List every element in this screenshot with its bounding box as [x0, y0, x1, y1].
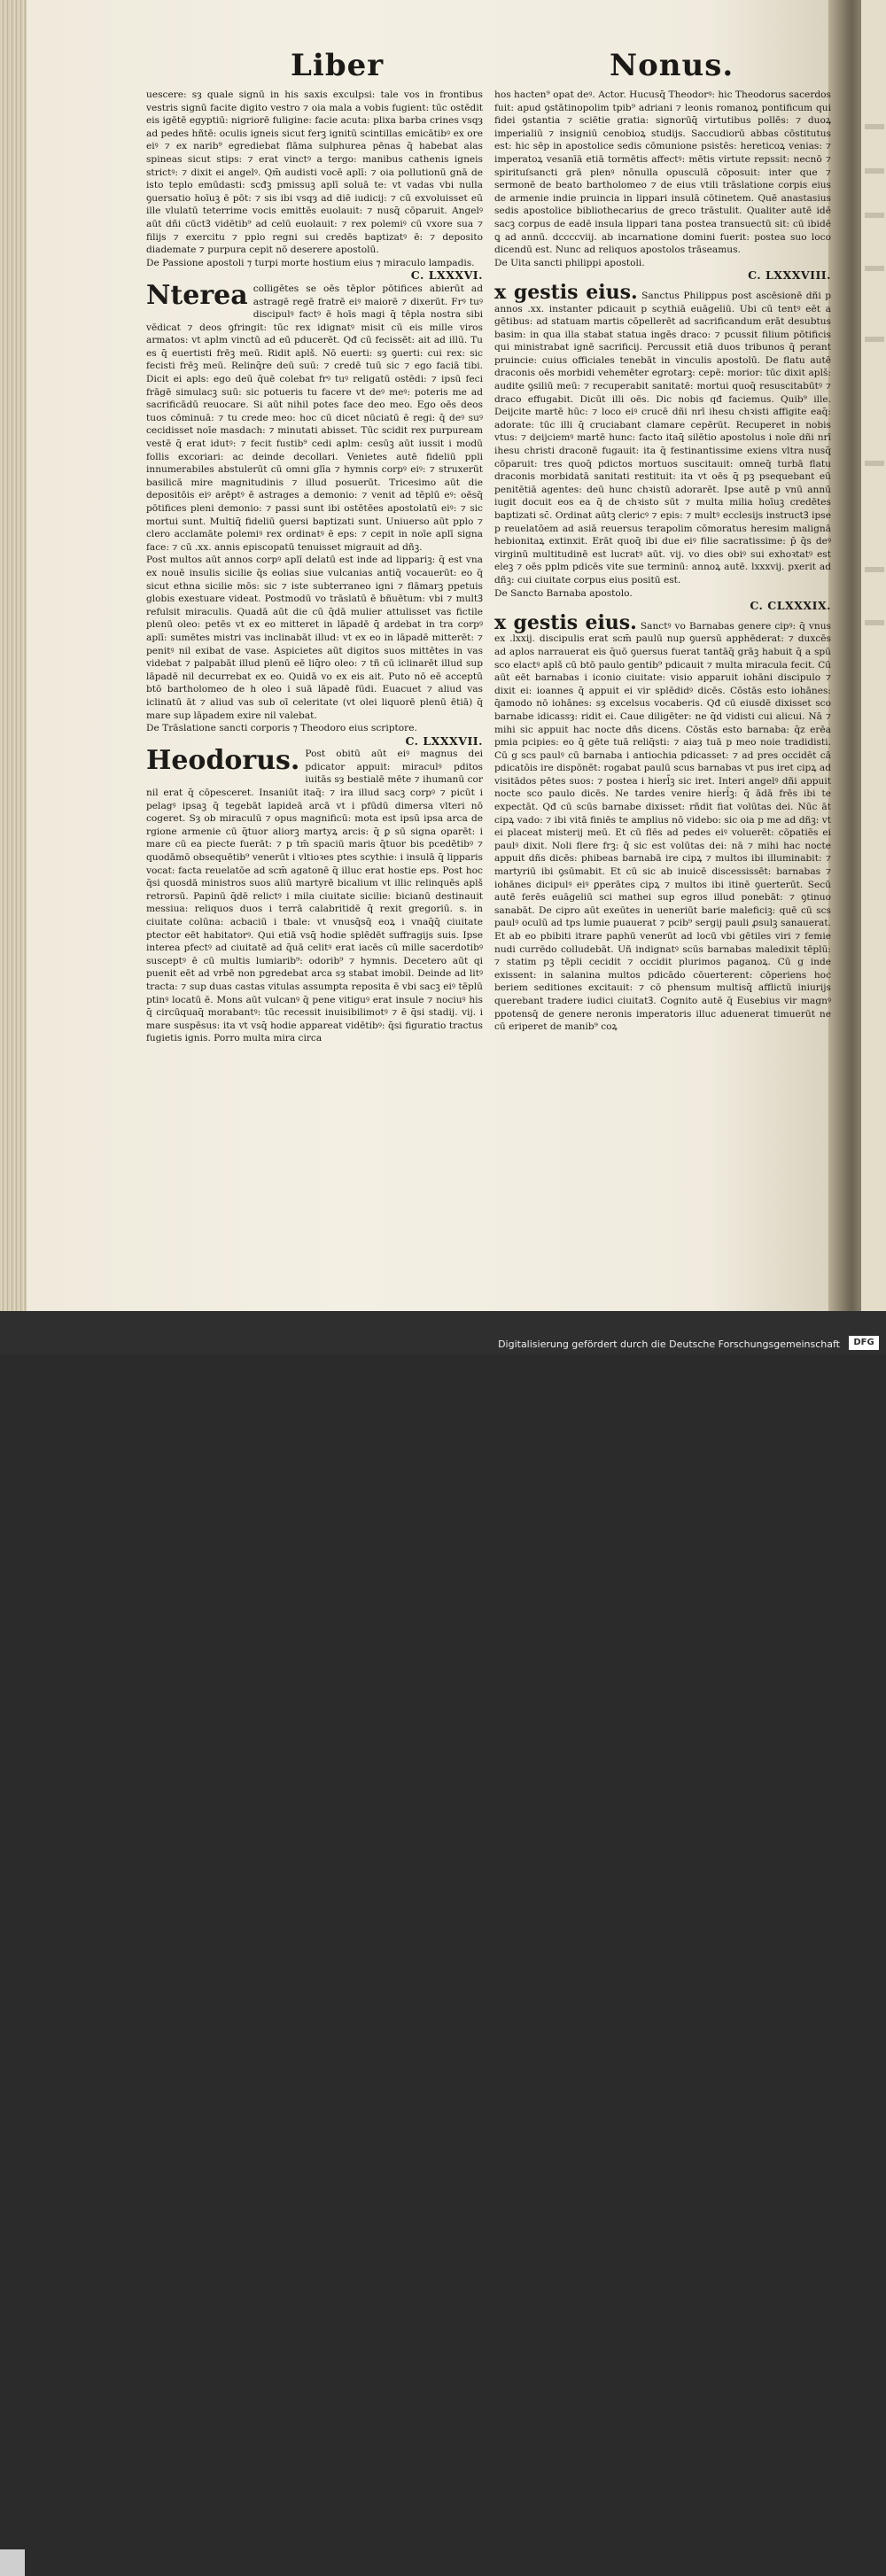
paragraph: [494, 610, 831, 1034]
rubric: De Passione apostoli ⁊ turpi morte hostium eius ⁊ miraculo lampadis.: [146, 257, 475, 268]
paragraph-text: Sanctꝰ vo Barnabas genere cipꝰ: q̄ vnus ex .lxxij. discipulis erat scm̄ paulū nup ꝯuersū apphēderat: ⁊ duxcēs ad aplos narrauerat eis q̄uō ꝯuersus fuerat tantāq̄ grāꝫ habuit q̄ a spū sco elactꝰ aplš cū btō paulo gentib⁹ pdicauit ⁊ multa miracula fecit. Cū aūt eēt barnabas i iconio ciuitate: visio apparuit iohāni discipulo ⁊ dixit ei: ioannes q̄ appuit ei vir splēdidꝰ dicēs. Cōstās esto iohānes: q̄amodo nō iohānes: sȝ excelsus vocaberis. Qđ cū eiusdē dixisset sco barnabe idicassȝ: ridit ei. Caue diligēter: ne q̄d vidisti cui alicui. Nā ⁊ mihi sic appuit hac nocte dñs dicens. Cōstās esto barnaba: q̄z erēa pmia pcipies: eo q̄ gēte tuā reliq̄sti: ⁊ aiaȝ tuā p meo noie tradidisti. Cū g scs paulꝰ cū barnaba i antiochia pdicasset: ⁊ ad pres occidēt cā pdicatōis ire dispōnēt: rogabat paulū scus barnabas vt pus iret cipꝝ ad visitādos pētes suos: ⁊ postea i hierl̄ꝫ sic iret. Interi angelꝰ dñi appuit nocte sco paulo dicēs. Ne tardes venire hierl̄ꝫ: q̄ ādā frēs ibi te expectāt. Qđ cū scūs barnabe dixisset: rñdit fiat volūtas dei. Nūc āt cipꝝ vado: ⁊ ibi vitā finiēs te amplius nō videbo: sic oia p me ad dñꝫ: vt ei placeat misterij meū. Et cū flēs ad pedes eiꝰ voluerēt: cōpatiēs ei paulꝰ dixit. Noli flere frꝫ: q̄ sic est volūtas dei: nā ⁊ mihi hac nocte appuit dñs dicēs: phibeas barnabā ire cipꝝ ⁊ multos ibi illuminabit: ⁊ martyriū ibi ꝯsūmabit. Et cū sic ab inuicē discessissēt: barnabas ⁊ iohānes dicipulꝰ eiꝰ ꝑperātes cipꝝ ⁊ multos ibi itinē ꝯuerterūt. Secū autē ferēs euāgeliū sci mathei sup egros illud ponebāt: ⁊ ꝯtinuo sanabāt. De cipro aūt exeūtes in ueneriūt barie maleficiꝫ: quē cū scs paulꝰ oculū ad tps lumie puauerat ⁊ pcib⁹ sergij pauli ꝓsulꝫ sanauerat. Et ab eo pbibiti itrare paphū venerūt ad locū vbi gētiles viri ⁊ femie nudi currēdo colludebāt. Uñ indignatꝰ scūs barnabas maledixit tēplū: ⁊ statim pꝫ tēpli cecidit ⁊ occidit plurimos paganoꝝ. Cū g inde exissent: in salanina multos pdicādo cōuerterent: cōperiens hoc beriem seditiones excitauit: ⁊ cō phensum multisq̄ afflictū iniurijs querebant tradere iudici ciuitatꝪ. Cognito autē q̄ Eusebius vir magnꝰ ppotensq̄ de genere neronis imperatoris illuc aduenerat timuerūt ne cū eriperet de manib⁹ coꝝ: [494, 620, 831, 1033]
running-head-right: Nonus.: [610, 48, 734, 83]
chapter-number: C. LXXXVIII.: [748, 268, 831, 283]
paragraph-text: colligētes se oēs tēplor pōtifices abierūt ad astragē regē fratrē eiꝰ maiorē ⁊ dixerūt. Frꝰ tuꝰ discipulꝰ factꝰ ē hoīs magi q̄ tēpla nostra sibi vēdicat ⁊ deos ꝯfringit: tūc rex idignatꝰ misit cū eis mille viros armatos: vt aplm vinctū ad eū pducerēt. Qđ cū fecissēt: ait ad illū. Tu es q̄ euertisti frēꝫ meū. Ridit aplš. Nō euerti: sȝ ꝯuerti: cui rex: sic fecisti frēꝫ meū. Relinq̄re deū suū: ⁊ credē tuū sic ⁊ ego faciā tibi. Dicit ei apls: ego deū q̄uē colebat frꝰ tuꝰ religatū ostēdi: ⁊ ipsū feci frāgē simulacꝫ suū: sic potueris tu facere vt deꝰ meꝰ: poteris me ad sacrificādū reuocare. Si aūt nihil potes face deo meo. Ego oēs deos tuos cōminuā: ⁊ tu crede meo: hoc cū dicet nūciatū ē regi: q̄ deꝰ suꝰ cecidisset noīe masdach: ⁊ minutati abisset. Tūc scidit rex purpuream vestē q̄ erat idutꝰ: ⁊ fecit fustib⁹ cedi aplm: cesūꝫ aūt iussit i modū follis excoriari: ac deinde decollari. Venietes autē fideliū ppli innumerabiles abstulerūt cū omni glīa ⁊ hymnis corpꝰ eiꝰ: ⁊ struxerūt basilicā mire magnitudinis ⁊ illud posuerūt. Tricesimo aūt die depositōis eiꝰ arēptꝰ ē astrages a demonio: ⁊ venit ad tēplū eꝰ: oēsq̄ pōtifices pleni demonio: ⁊ passi sunt ibi ostētēes apostolatū eiꝰ: ⁊ sic mortui sunt. Multiq̄ fideliū ꝯuersi baptizati sunt. Uniuerso aūt pplo ⁊ clero acclamāte polemiꝰ rex ordinatꝰ ē eps: ⁊ cepit in noīe aplī signa face: ⁊ cū .xx. annis episcopatū tenuisset migrauit ad dñꝫ.: [146, 283, 483, 553]
footer-bar: [0, 1311, 886, 1354]
page-edges: [0, 0, 27, 1311]
left-column: [146, 89, 483, 1045]
running-head-left: Liber: [291, 48, 385, 83]
drop-cap-word: [146, 279, 248, 311]
chapter-number: C. CLXXXIX.: [750, 599, 831, 613]
opening-paragraph: hos hacten⁹ opat deꝰ. Actor. Hucusq̄ Theodorꝰ: hic Theodorus sacerdos fuit: apud ꝯstātinopolim tpib⁹ adriani ⁊ leonis romanoꝝ pontificum qui fidei ꝯstantia ⁊ sciētie gratia: signorūq̄ virtutibus pollēs: ⁊ duoꝝ imperialiū ⁊ insigniū cenobioꝝ studijs. Saccudiorū abbas cōstitutus est: hic sēp in apostolice sedis cōmunione psistēs: hereticoꝝ venias: ⁊ imperatoꝝ vesanīā etiā tormētis affectꝰ: mētis virtute repssit: necnō ⁊ spirituſsancti grā plenꝰ nōnulla opusculā cōposuit: inter que ⁊ sermonē de beato bartholomeo ⁊ de eius vtili trāslatione corpis eius de armenie indie pruincia in lippari insulā cōtinetem. Quē anastasius sedis apostolice bibliothecarius de greco trāstulit. Qualiter autē idē sacꝫ corpus de eadē insula lippari tana postea transuectū sit: cū ibidē ꝗ ad annū. dccccviij. ab incarnatione domini fuerit: postea suo loco dicendū est. Nunc ad reliquos apostolos trāseamus.: [494, 89, 831, 256]
paragraph: [494, 280, 831, 587]
drop-cap-text: Nterea: [146, 279, 248, 311]
drop-cap-word: [146, 745, 300, 777]
rubric: De Uita sancti philippi apostoli.: [494, 257, 645, 268]
right-column: [494, 89, 831, 1034]
heading-word: x gestis eius.: [494, 610, 637, 634]
rubric: De Trāslatione sancti corporis ⁊ Theodoro eius scriptore.: [146, 723, 417, 734]
funding-credit: Digitalisierung gefördert durch die Deutsche Forschungsgemeinschaft: [498, 1338, 840, 1350]
paragraph: [146, 279, 483, 554]
corner-tab: [0, 2549, 25, 2576]
dfg-logo: DFG: [849, 1336, 879, 1350]
heading-word: x gestis eius.: [494, 280, 638, 304]
paragraph: Post multos aūt annos corpꝰ aplī delatū est inde ad lippariꝫ: q̄ est vna ex nouē insulis sicilie q̄s eolias siue vulcanias antiq̄ vocauerūt: eo q̄ sicut ethna sicilie mōs: sic ⁊ iste subterraneo igni ⁊ flāmarꝫ ppetuis globis exestuare videat. Postmodū vo trāslatū ē bñuētum: vbi ⁊ multꝪ refulsit miraculis. Quadā aūt die cū q̄dā mulier attulisset vas fictile plenū oleo: petēs vt ex eo mitteret in lāpadē q̄ ardebat in tra corpꝰ aplī: sumētes mistri vas inclinabāt illud: vt ex eo in lāpadē mitterēt: ⁊ penitꝰ nil exibat de vase. Aspicietes aūt digitos suos mittētes in vas videbat ⁊ palpabāt illud plenū eē liq̄ro oleo: ⁊ tñ cū iclinarēt illud sup lāpadē nil decurrebat ex eo. Quidā vo ex eis ait. Puto nō eē acceptū btō bartholomeo de h oleo i suā lāpadē fūdi. Euacuet ⁊ aliud vas iclinatū āt ⁊ aliud vas sub oī celeritate (vt olei liquorē plenū ētiā) q̄ mare sup lāpadem exire nil valebat.: [146, 555, 483, 721]
paragraph: [146, 745, 483, 1045]
paragraph-text: Post obitū aūt eiꝰ magnus dei pdicator appuit: miraculꝰ pditos iuitās sȝ bestialē mēte ⁊ ihumanū cor nil erat q̄ cōpesceret. Insaniūt itaq̄: ⁊ ira illud sacꝫ corpꝰ ⁊ picūt i pelagꝰ ipsaꝫ q̄ tegebāt lapideā arcā vt i pfūdū dimersa vlteri nō cogeret. Sȝ ob miraculū ⁊ opus magnificū: mota est ipsū ipsa arca de rgione armenie cū q̄tuor aliorꝫ martyꝝ arcis: q̄ ꝑ sū signa oparēt: i mare cū ea piecte fuerāt: ⁊ p tm̄ spaciū maris q̄tuor bis pcedētibꝰ ⁊ quodāmō obsequētib⁹ venerūt i vltioꝛes ptes scythie: i insulā q̄ lipparis vocat: facta reuelatōe ad scm̄ agatonē q̄ illuc erat hostie eps. Post hoc q̄si quosdā ministros suos aliū martyrē bicalium vt illic relinquēs aplš retrorsū. Papinū q̄dē relictꝰ i mila ciuitate sicilie: bicianū destinauit messiua: reliquos duos i terrā calabritidē q̄ rexit gregoriū. s. in ciuitate colūna: acbaciū i tbale: vt vnusq̄sq̄ eoꝝ i vnaq̄q̄ ciuitate ptector eēt habitatorꝰ. Qui etiā vsq̄ hodie splēdēt suffragijs suis. Ipse interea pfectꝰ ad ciuitatē ad q̄uā celitꝰ erat iacēs cū mille sacerdotibꝰ susceptꝰ ē cū multis lumiarib⁹: odorib⁹ ⁊ hymnis. Decetero aūt qi puenit eēt ad vrbē non pgredebat arca sȝ stabat imobil. Deinde ad litꝰ tracta: ⁊ sup duas castas vitulas assumpta reposita ē vbi sacꝫ eiꝰ tēplū ptinꝰ locatū ē. Mons aūt vulcanꝰ q̄ pene vitiguꝰ erat insule ⁊ nociuꝰ his q̄ circūquaq̄ morabantꝰ: tūc recessit inuisibilimotꝰ ⁊ ē q̄si stadij. vij. i mare suspēsus: ita vt vsq̄ hodie appareat vidētibꝰ: q̄si figuratio tractus fugietis ignis. Porro multa mira circa: [146, 749, 483, 1044]
drop-cap-text: Heodorus.: [146, 745, 300, 777]
chapter-number: C. LXXXVI.: [410, 268, 483, 283]
rubric: De Sancto Barnaba apostolo.: [494, 587, 633, 599]
paragraph-text: Sanctus Philippus post ascēsionē dñi p annos .xx. instanter pdicauit p scythiā euāgeliū. Ubi cū tentꝰ eēt a gētibus: ad statuam martis cōpellerēt ad sacrificandum erāt desubtus basim: in qua illa stabat statua ingēs draco: ⁊ pcussit filium pōtificis qui ministrabat ignē sacrificij. Percussit etiā duos tribunos q̄ perant pruincie: cuius officiales tenebāt in vinculis apostolū. De flatu autē draconis oēs morbidi vehemēter egrotarꝫ: cepē: morior: tūc dixit aplš: audite ꝯsiliū meū: ⁊ recuperabit sanitatē: mortui quoq̄ resuscitabūtꝰ ⁊ draco effugabit. Dicūt illi oēs. Dic nobis qđ faciemus. Quib⁹ ille. Deijcite martē hūc: ⁊ loco eiꝰ crucē dñi nrī ihesu chꝛisti affigite eaq̄: adorate: tūc illi q̄ cruciabant clamare cepērūt. Recuperet in nobis vtus: ⁊ deijciemꝰ martē hunc: facto itaq̄ silētio apostolus i noīe dñi nrī ihesu christi draconē fugauit: ita q̄ festinantissime exiens vltra nusq̄ cōparuit: tres quoq̄ pdictos mortuos suscitauit: omneq̄ turbā flatu draconis morbidatā sanitati restituit: ita vt oēs q̄ pꝫ psequebant eū penitētiā agentes: deū hunc chꝛistū adorarēt. Ipse autē p vnū annū iugit docuit eos ea q̄ de chꝛisto sūt ⁊ multa milia hoīuꝫ credētes baptizati sc̄. Ordinat aūtꝫ clericꝰ ⁊ epis: ⁊ multꝰ ecclesijs instructꝪ ipse p reuelatōem ad asiā reuersus terapolim cōmoratus heresim malignā hebionitaꝝ extinxit. Erāt quoq̄ ibi due eiꝰ filie sacratissime: p̄ q̄s deꝰ virginū multitudinē est lucratꝰ aūt. vij. vo dies obiꝰ sui exhoꝛtatꝰ est eleꝫ ⁊ oēs pplm pdicēs vite sue terminū: annoꝝ autē. lxxxvij. pxerit ad dñꝫ: cui ciuitate corpus eius positū est.: [494, 290, 831, 586]
chapter-number: C. LXXXVII.: [405, 733, 483, 748]
adjacent-page: [861, 0, 886, 1311]
opening-paragraph: uescere: sȝ quale signū in his saxis exculpsi: tale vos in frontibus vestris signū facite digito vestro ⁊ oia mala a vobis fugient: tūc ostēdit eis igētē egyptiū: nigriorē fuligine: facie acuta: plixa barba crines vsqȝ ad pedes hñtē: oculis igneis sicut ferꝫ ignitū scintillas emicātibꝰ ex ore eiꝰ ⁊ ex narib⁹ egrediebat flāma sulphurea pēnas q̄ habebat alas spineas sicut stips: ⁊ erat vinctꝰ a tergo: manibus cathenis igneis strictꝰ: ⁊ dixit ei angelꝰ. Qm̄ audisti vocē aplī: ⁊ oia pollutionū gnā de isto teplo emūdasti: scđꝫ pmissuꝫ aplī soluā te: vt vadas vbi nulla ꝯuersatio hoīuꝫ ē pōt: ⁊ sis ibi vsqȝ ad diē iudicij: ⁊ cū exvoluisset eū ille vlulatū teterrime vocis emittēs euolauit: ⁊ nusq̄ cōparuit. Angelꝰ aūt dñi cūctꝪ vidētib⁹ ad celū euolauit: ⁊ rex polemiꝰ cū vxore sua ⁊ filijs ⁊ exercitu ⁊ pplo regni sui credēs baptizatꝰ ē: ⁊ deposito diademate ⁊ purpura cepit nō deserere apostolū.: [146, 89, 483, 256]
